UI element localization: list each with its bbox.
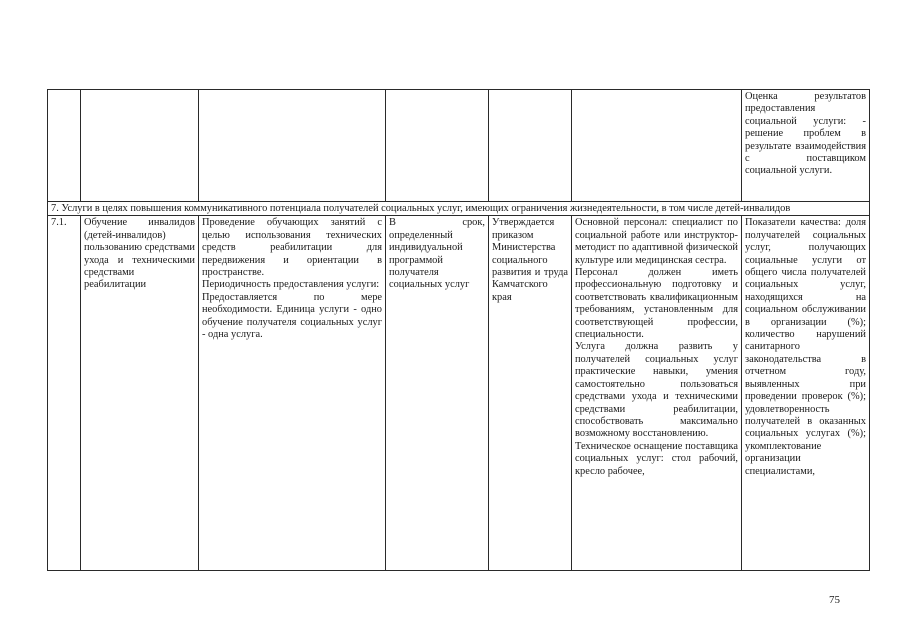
cell-empty-description — [199, 90, 386, 202]
assessment-cell: Оценка результатов предоставления социальной услуги: - решение проблем в результате взаимодействия с поставщиком социальной услуги. — [742, 90, 870, 202]
conditions-cell — [572, 216, 742, 571]
term-cell: В срок, определенный индивидуальной программой получателя социальных услуг — [386, 216, 489, 571]
conditions-result: Услуга должна развить у получателей социальных услуг практические навыки, умения самостоятельно пользоваться средствами ухода и техническими средствами реабилитации, способствовать максимально возможному восстановлению. — [575, 341, 738, 440]
row-number: 7.1. — [48, 216, 81, 571]
cell-empty-number — [48, 90, 81, 202]
table-row — [48, 216, 870, 571]
cell-empty-term — [386, 90, 489, 202]
tariff-cell: Утверждается приказом Министерства социального развития и труда Камчатского края — [489, 216, 572, 571]
indicators-cell: Показатели качества: доля получателей социальных услуг, получающих социальные услуги от общего числа получателей социальных услуг, находящихся на социальном обслуживании в организации (%); количество нарушений санитарного законодательства в отчетном году, выявленных при проведении проверок (%); удовлетворенность получателей в оказанных социальных услугах (%); укомплектование организации специалистами, — [742, 216, 870, 571]
continued-row — [48, 90, 870, 202]
services-table — [47, 89, 870, 571]
description-text: Проведение обучающих занятий с целью использования технических средств реабилитации для передвижения и ориентации в пространстве. — [202, 217, 382, 279]
description-cell — [199, 216, 386, 571]
conditions-staff: Основной персонал: специалист по социальной работе или инструктор-методист по адаптивной физической культуре или медицинская сестра. — [575, 217, 738, 266]
service-name-cell: Обучение инвалидов (детей-инвалидов) пользованию средствами ухода и техническими средствами реабилитации — [81, 216, 199, 571]
cell-empty-tariff — [489, 90, 572, 202]
conditions-qualification: Персонал должен иметь профессиональную подготовку и соответствовать квалификационным требованиям, установленным для соответствующей профессии, специальности. — [575, 267, 738, 341]
section-header-row — [48, 202, 870, 216]
cell-empty-conditions — [572, 90, 742, 202]
periodicity-label: Периодичность предоставления услуги: — [202, 279, 380, 291]
section-header: 7. Услуги в целях повышения коммуникативного потенциала получателей социальных услуг, имеющих ограничения жизнедеятельности, в том числе детей-инвалидов — [48, 202, 870, 216]
page-number: 75 — [829, 594, 840, 606]
conditions-equipment: Техническое оснащение поставщика социальных услуг: стол рабочий, кресло рабочее, — [575, 440, 738, 477]
periodicity-text: Предоставляется по мере необходимости. Единица услуги - одно обучение получателя социальных услуг - одна услуга. — [202, 291, 382, 341]
cell-empty-name — [81, 90, 199, 202]
